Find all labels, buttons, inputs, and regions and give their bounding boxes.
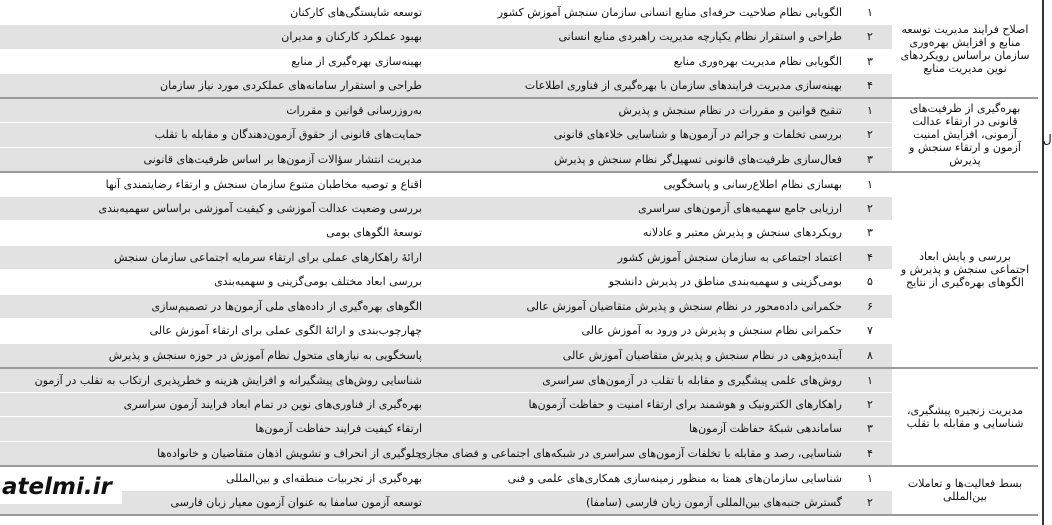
activity-cell: مدیریت انتشار سؤالات آزمون‌ها بر اساس ظرفیت‌های قانونی [0, 147, 428, 172]
row-number: ۴ [848, 245, 892, 270]
row-number: ۲ [848, 25, 892, 50]
strategy-cell: راهکارهای الکترونیک و هوشمند برای ارتقاء امنیت و حفاظت آزمون‌ها [428, 392, 848, 417]
row-number: ۵ [848, 270, 892, 295]
strategy-cell: الگویابی نظام صلاحیت حرفه‌ای منابع انسانی سازمان سنجش آموزش کشور [428, 0, 848, 25]
strategy-cell: فعال‌سازی ظرفیت‌های قانونی تسهیل‌گر نظام سنجش و پذیرش [428, 147, 848, 172]
goal-cell: بهره‌گیری از ظرفیت‌های قانونی در ارتقاء عدالت آزمونی، افزایش امنیت آزمون و ارتقاء سنجش و پذیرش [892, 98, 1038, 172]
table-row [0, 98, 1038, 123]
activity-cell: بهینه‌سازی بهره‌گیری از منابع [0, 49, 428, 74]
row-number: ۳ [848, 221, 892, 246]
activity-cell: بهره‌گیری از فناوری‌های نوین در تمام ابعاد فرایند آزمون سراسری [0, 392, 428, 417]
table-row [0, 417, 1038, 442]
activity-cell: جلوگیری از انحراف و تشویش اذهان متقاضیان و خانواده‌ها [0, 441, 428, 466]
activity-cell: شناسایی روش‌های پیشگیرانه و افزایش هزینه و خطرپذیری ارتکاب به تقلب در آزمون [0, 368, 428, 393]
row-number: ۳ [848, 147, 892, 172]
table-row [0, 245, 1038, 270]
row-number: ۲ [848, 123, 892, 148]
row-number: ۱ [848, 368, 892, 393]
strategy-cell: آینده‌پژوهی در نظام سنجش و پذیرش متقاضیان آموزش عالی [428, 343, 848, 368]
activity-cell: حمایت‌های قانونی از حقوق آزمون‌دهندگان و مقابله با تقلب [0, 123, 428, 148]
activity-cell: توسعه شایستگی‌های کارکنان [0, 0, 428, 25]
table-row [0, 294, 1038, 319]
goal-cell: اصلاح فرایند مدیریت توسعه منابع و افزایش بهره‌وری سازمان براساس رویکردهای نوین مدیریت منابع [892, 0, 1038, 98]
activity-cell: الگوهای بهره‌گیری از داده‌های ملی آزمون‌ها در تصمیم‌سازی [0, 294, 428, 319]
bracket-line [1042, 0, 1044, 525]
row-number: ۷ [848, 319, 892, 344]
row-number: ۲ [848, 392, 892, 417]
row-number: ۱ [848, 0, 892, 25]
activity-cell: به‌روزرسانی قوانین و مقررات [0, 98, 428, 123]
table-row [0, 196, 1038, 221]
edge-glyph: ل [1043, 132, 1052, 146]
row-number: ۲ [848, 196, 892, 221]
strategy-cell: حکمرانی داده‌محور در نظام سنجش و پذیرش متقاضیان آموزش عالی [428, 294, 848, 319]
activity-cell: طراحی و استقرار سامانه‌های عملکردی مورد نیاز سازمان [0, 74, 428, 99]
activity-cell: بررسی ابعاد مختلف بومی‌گزینی و سهمیه‌بندی [0, 270, 428, 295]
activity-cell: بررسی وضعیت عدالت آموزشی و کیفیت آموزشی براساس سهمیه‌بندی [0, 196, 428, 221]
row-number: ۴ [848, 441, 892, 466]
goal-cell: مدیریت زنجیره پیشگیری، شناسایی و مقابله با تقلب [892, 368, 1038, 466]
activity-cell: اقناع و توصیه مخاطبان متنوع سازمان سنجش و ارتقاء رضایتمندی آنها [0, 172, 428, 197]
row-number: ۱ [848, 98, 892, 123]
strategy-cell: گسترش جنبه‌های بین‌المللی آزمون زبان فارسی (سامفا) [428, 490, 848, 515]
activity-cell: توسعهٔ الگوهای بومی [0, 221, 428, 246]
strategy-cell: اعتماد اجتماعی به سازمان سنجش آموزش کشور [428, 245, 848, 270]
strategy-cell: روش‌های علمی پیشگیری و مقابله با تقلب در آزمون‌های سراسری [428, 368, 848, 393]
strategy-cell: ارزیابی جامع سهمیه‌های آزمون‌های سراسری [428, 196, 848, 221]
watermark-text: atelmi.ir [0, 470, 122, 504]
activity-cell: ارائهٔ راهکارهای عملی برای ارتقاء سرمایه اجتماعی سازمان سنجش [0, 245, 428, 270]
activity-cell: بهبود عملکرد کارکنان و مدیران [0, 25, 428, 50]
row-number: ۴ [848, 74, 892, 99]
table-row [0, 466, 1038, 491]
strategy-cell: شناسایی، رصد و مقابله با تخلفات آزمون‌های سراسری در شبکه‌های اجتماعی و فضای مجازی [428, 441, 848, 466]
table-row [0, 74, 1038, 99]
strategy-cell: بهینه‌سازی مدیریت فرایندهای سازمان با بهره‌گیری از فناوری اطلاعات [428, 74, 848, 99]
strategy-cell: بررسی تخلفات و جرائم در آزمون‌ها و شناسایی خلاءهای قانونی [428, 123, 848, 148]
strategy-cell: بومی‌گزینی و سهمیه‌بندی مناطق در پذیرش دانشجو [428, 270, 848, 295]
table-row [0, 221, 1038, 246]
strategy-cell: تنقیح قوانین و مقررات در نظام سنجش و پذیرش [428, 98, 848, 123]
row-number: ۳ [848, 49, 892, 74]
table-row [0, 49, 1038, 74]
row-number: ۸ [848, 343, 892, 368]
strategy-cell: شناسایی سازمان‌های همتا به منظور زمینه‌سازی همکاری‌های علمی و فنی [428, 466, 848, 491]
right-edge-bracket [1042, 0, 1050, 525]
activity-cell: پاسخگویی به نیازهای متحول نظام آموزش در حوزه سنجش و پذیرش [0, 343, 428, 368]
table-row [0, 441, 1038, 466]
strategy-cell: رویکردهای سنجش و پذیرش معتبر و عادلانه [428, 221, 848, 246]
row-number: ۱ [848, 466, 892, 491]
strategy-cell: حکمرانی نظام سنجش و پذیرش در ورود به آموزش عالی [428, 319, 848, 344]
strategy-cell: طراحی و استقرار نظام یکپارچه مدیریت راهبردی منابع انسانی [428, 25, 848, 50]
table-row [0, 147, 1038, 172]
table-row [0, 490, 1038, 515]
strategy-cell: بهسازی نظام اطلاع‌رسانی و پاسخگویی [428, 172, 848, 197]
strategy-cell: الگویابی نظام مدیریت بهره‌وری منابع [428, 49, 848, 74]
table-row [0, 0, 1038, 25]
row-number: ۱ [848, 172, 892, 197]
table-row [0, 368, 1038, 393]
activity-cell: بهره‌گیری از تجربیات منطقه‌ای و بین‌المللی [0, 466, 428, 491]
goal-cell: بررسی و پایش ابعاد اجتماعی سنجش و پذیرش و الگوهای بهره‌گیری از نتایج [892, 172, 1038, 368]
row-number: ۲ [848, 490, 892, 515]
table-row [0, 343, 1038, 368]
goal-cell: بسط فعالیت‌ها و تعاملات بین‌المللی [892, 466, 1038, 515]
table-row [0, 319, 1038, 344]
row-number: ۳ [848, 417, 892, 442]
table-row [0, 392, 1038, 417]
table-row [0, 172, 1038, 197]
table-row [0, 270, 1038, 295]
row-number: ۶ [848, 294, 892, 319]
activity-cell: چهارچوب‌بندی و ارائهٔ الگوی عملی برای ارتقاء آموزش عالی [0, 319, 428, 344]
table-row [0, 123, 1038, 148]
activity-cell: توسعه آزمون سامفا به عنوان آزمون معیار زبان فارسی [0, 490, 428, 515]
activity-cell: ارتقاء کیفیت فرایند حفاظت آزمون‌ها [0, 417, 428, 442]
table-row [0, 25, 1038, 50]
strategy-cell: ساماندهی شبکهٔ حفاظت آزمون‌ها [428, 417, 848, 442]
